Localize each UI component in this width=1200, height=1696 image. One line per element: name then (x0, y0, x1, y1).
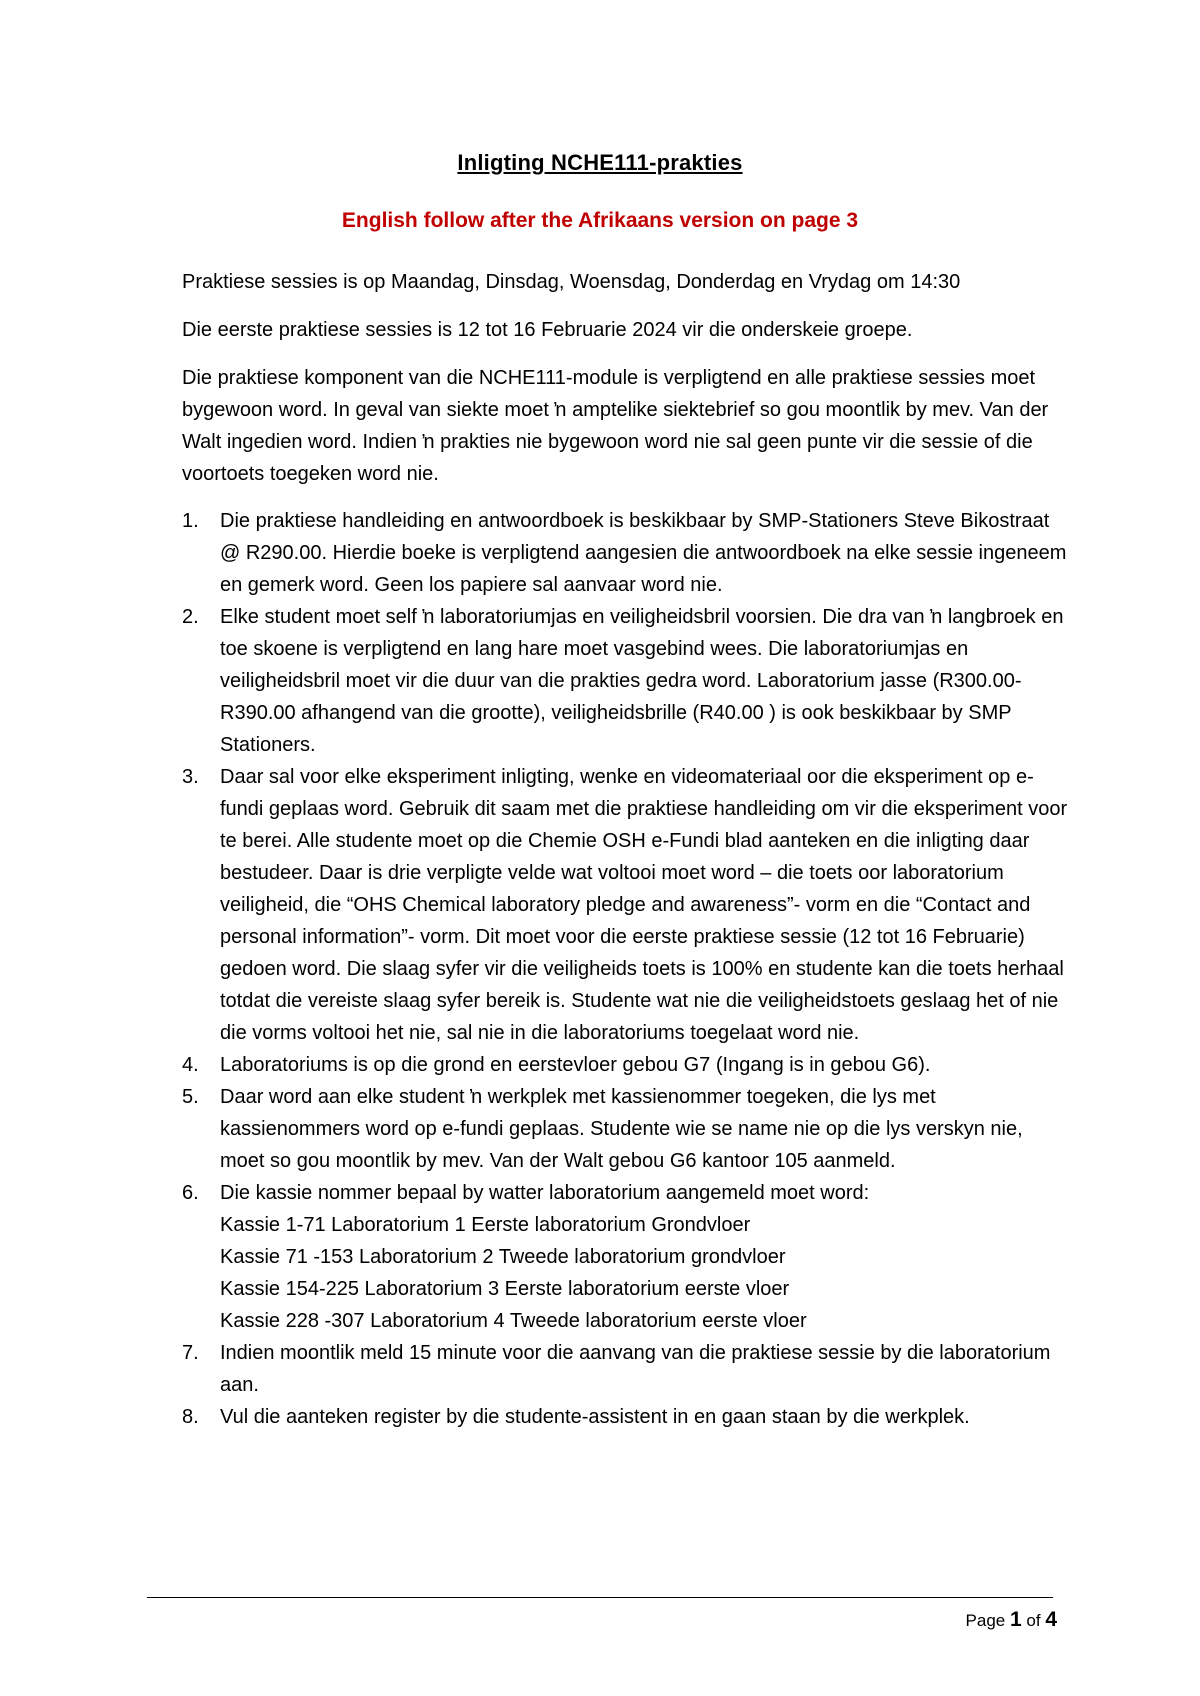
list-item-text: Laboratoriums is op die grond en eerstevloer gebou G7 (Ingang is in gebou G6). (220, 1054, 931, 1076)
locker-range-line: Kassie 1-71 Laboratorium 1 Eerste laboratorium Grondvloer (220, 1214, 751, 1236)
list-item-text: Daar sal voor elke eksperiment inligting, wenke en videomateriaal oor die eksperiment op e-fundi geplaas word. Gebruik dit saam met die praktiese handleiding om vir die eksperiment voor te berei. Alle studente moet op die Chemie OSH e-Fundi blad aanteken en die inligting daar bestudeer. Daar is drie verpligte velde wat voltooi moet word – die toets oor laboratorium veiligheid, die “OHS Chemical laboratory pledge and awareness”- vorm en die “Contact and personal information”- vorm. Dit moet voor die eerste praktiese sessie (12 tot 16 Februarie) gedoen word. Die slaag syfer vir die veiligheids toets is 100% en studente kan die toets herhaal totdat die vereiste slaag syfer bereik is. Studente wat nie die veiligheidstoets geslaag het of nie die vorms voltooi het nie, sal nie in die laboratoriums toegelaat word nie. (220, 766, 1068, 1044)
list-item (182, 1401, 1072, 1433)
list-item-number: 4. (182, 1054, 199, 1076)
list-item-number: 3. (182, 766, 199, 788)
locker-range-line: Kassie 71 -153 Laboratorium 2 Tweede laboratorium grondvloer (220, 1246, 786, 1268)
attendance-paragraph: Die praktiese komponent van die NCHE111-module is verpligtend en alle praktiese sessies moet bygewoon word. In geval van siekte moet ŉ amptelike siektebrief so gou moontlik by mev. Van der Walt ingedien word. Indien ŉ prakties nie bygewoon word nie sal geen punte vir die sessie of die voortoets toegeken word nie. (182, 367, 1049, 485)
list-item-number: 1. (182, 510, 199, 532)
schedule-paragraph: Praktiese sessies is op Maandag, Dinsdag, Woensdag, Donderdag en Vrydag om 14:30 (182, 271, 961, 293)
page-number (966, 1608, 1057, 1632)
page-label: Page (965, 1611, 1006, 1630)
list-item (182, 1177, 1072, 1337)
first-sessions-paragraph: Die eerste praktiese sessies is 12 tot 16 Februarie 2024 vir die onderskeie groepe. (182, 319, 913, 341)
total-pages: 4 (1045, 1608, 1057, 1631)
list-item-text: Die praktiese handleiding en antwoordboek is beskikbaar by SMP-Stationers Steve Bikostraat @ R290.00. Hierdie boeke is verpligtend aangesien die antwoordboek na elke sessie ingeneem en gemerk word. Geen los papiere sal aanvaar word nie. (220, 510, 1067, 596)
footer-divider (147, 1597, 1053, 1598)
instructions-list (182, 505, 1072, 1433)
list-item-number: 8. (182, 1406, 199, 1428)
current-page: 1 (1009, 1608, 1022, 1631)
list-item-number: 7. (182, 1342, 199, 1364)
list-item-text: Daar word aan elke student ŉ werkplek met kassienommer toegeken, die lys met kassienommers word op e-fundi geplaas. Studente wie se name nie op die lys verskyn nie, moet so gou moontlik by mev. Van der Walt gebou G6 kantoor 105 aanmeld. (220, 1086, 1023, 1172)
language-notice: English follow after the Afrikaans version on page 3 (341, 209, 859, 232)
list-item (182, 505, 1072, 601)
list-item-number: 6. (182, 1182, 199, 1204)
list-item-text: Indien moontlik meld 15 minute voor die aanvang van die praktiese sessie by die laboratorium aan. (220, 1342, 1051, 1396)
list-item (182, 1049, 1072, 1081)
list-item-text: Vul die aanteken register by die studente-assistent in en gaan staan by die werkplek. (220, 1406, 970, 1428)
list-item-text: Elke student moet self ŉ laboratoriumjas en veiligheidsbril voorsien. Die dra van ŉ langbroek en toe skoene is verpligtend en lang hare moet vasgebind wees. Die laboratoriumjas en veiligheidsbril moet vir die duur van die prakties gedra word. Laboratorium jasse (R300.00-R390.00 afhangend van die grootte), veiligheidsbrille (R40.00 ) is ook beskikbaar by SMP Stationers. (220, 606, 1064, 756)
list-item (182, 1337, 1072, 1401)
list-item-number: 5. (182, 1086, 199, 1108)
of-label: of (1026, 1611, 1041, 1630)
list-item-number: 2. (182, 606, 199, 628)
document-title: Inligting NCHE111-prakties (457, 150, 743, 175)
locker-range-line: Kassie 154-225 Laboratorium 3 Eerste laboratorium eerste vloer (220, 1278, 790, 1300)
list-item (182, 761, 1072, 1049)
list-item-text: Die kassie nommer bepaal by watter laboratorium aangemeld moet word: (220, 1182, 870, 1204)
list-item (182, 601, 1072, 761)
list-item (182, 1081, 1072, 1177)
locker-range-line: Kassie 228 -307 Laboratorium 4 Tweede laboratorium eerste vloer (220, 1310, 807, 1332)
